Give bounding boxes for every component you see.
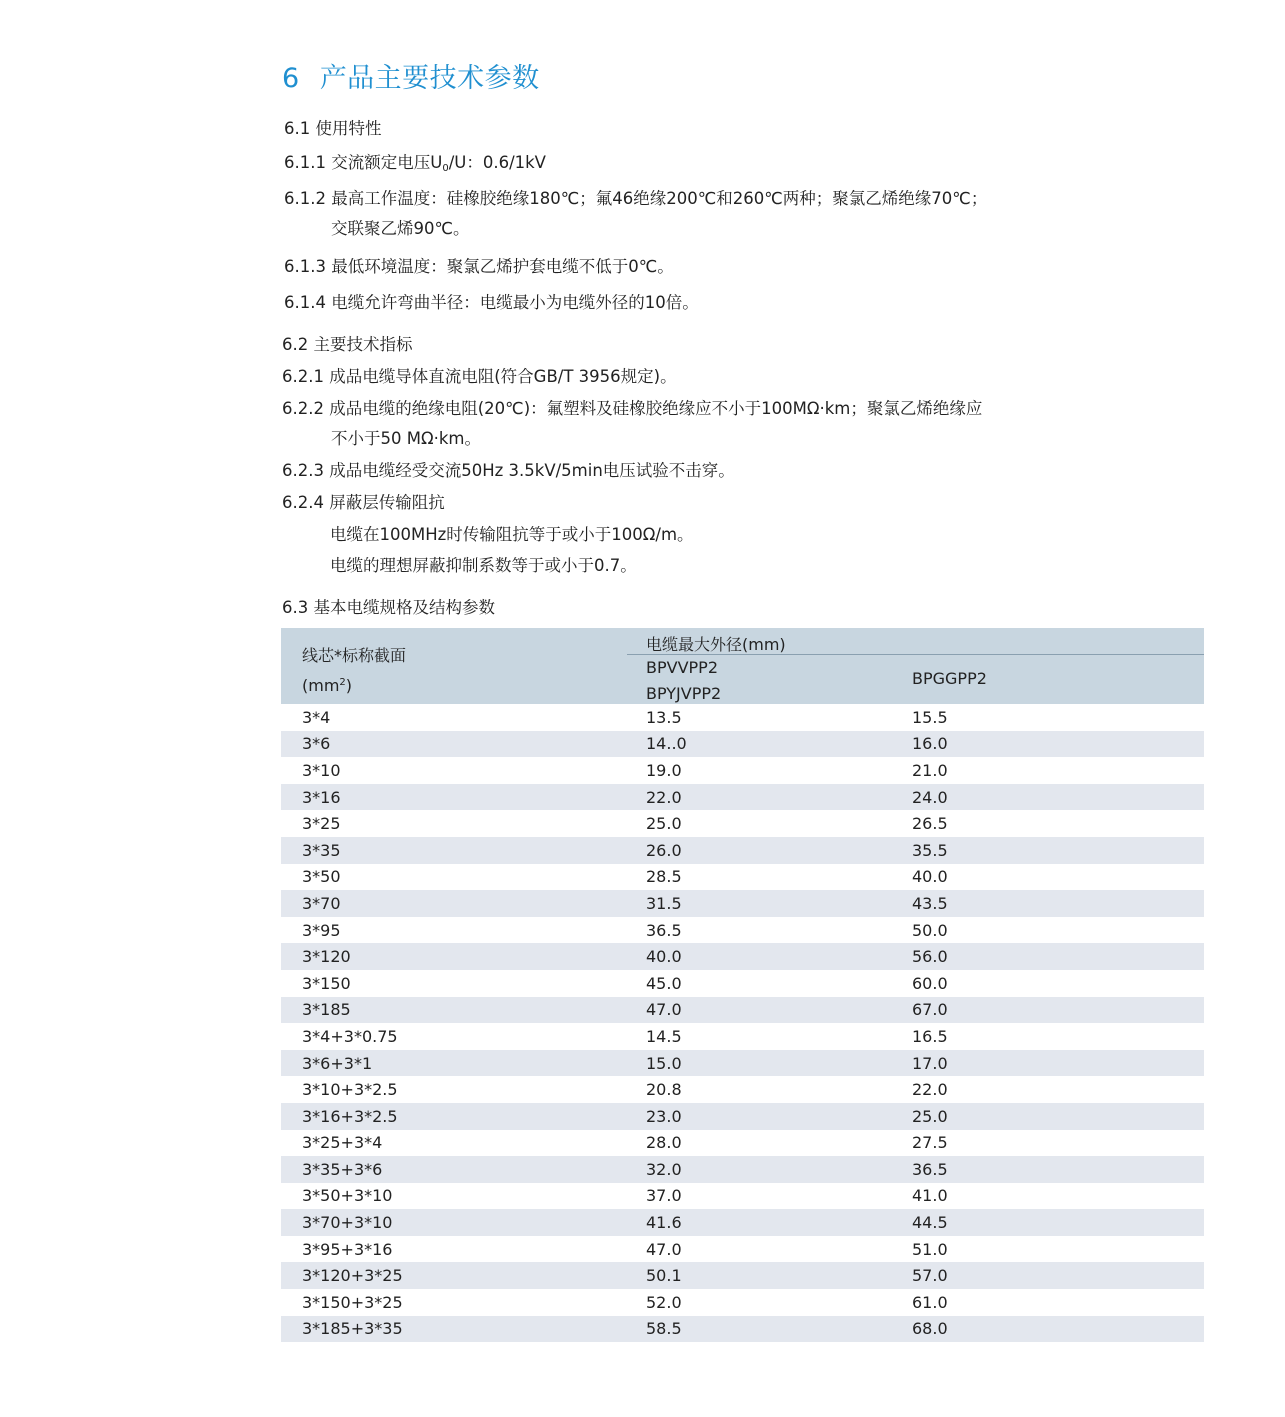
table-cell: 3*16+3*2.5 <box>302 1106 398 1126</box>
table-cell: 43.5 <box>912 893 948 913</box>
table-cell: 3*50 <box>302 867 341 887</box>
table-cell: 56.0 <box>912 947 948 967</box>
table-cell: 26.5 <box>912 814 948 834</box>
table-row <box>281 917 1204 944</box>
header-max-outer-diameter: 电缆最大外径(mm) <box>646 635 786 654</box>
table-cell: 25.0 <box>646 814 682 834</box>
table-cell: 28.0 <box>646 1133 682 1153</box>
table-cell: 3*16 <box>302 787 341 807</box>
table-row <box>281 810 1204 837</box>
item-6-1-2-line2: 交联聚乙烯90℃。 <box>331 219 470 238</box>
table-cell: 3*185 <box>302 1000 351 1020</box>
item-6-1-1: 6.1.1 交流额定电压$U_0/U$：0.6/1kV <box>284 153 546 174</box>
table-cell: 52.0 <box>646 1292 682 1312</box>
item-6-2-2-line1: 6.2.2 成品电缆的绝缘电阻(20℃)：氟塑料及硅橡胶绝缘应不小于100MΩ·km；聚氯乙烯绝缘应 <box>282 399 983 418</box>
table-cell: 3*50+3*10 <box>302 1186 393 1206</box>
table-cell: 44.5 <box>912 1213 948 1233</box>
table-cell: 28.5 <box>646 867 682 887</box>
header-bpvvpp2-bpyjvpp2: BPVVPP2 BPYJVPP2 <box>646 658 722 703</box>
section-title <box>282 56 540 95</box>
table-cell: 23.0 <box>646 1106 682 1126</box>
table-row <box>281 1262 1204 1289</box>
table-cell: 41.6 <box>646 1213 682 1233</box>
section-title-text: 产品主要技术参数 <box>319 63 540 94</box>
table-cell: 3*35 <box>302 840 341 860</box>
table-row <box>281 704 1204 731</box>
table-cell: 3*25 <box>302 814 341 834</box>
table-cell: 16.0 <box>912 734 948 754</box>
item-6-2-1: 6.2.1 成品电缆导体直流电阻(符合GB/T 3956规定)。 <box>282 367 677 386</box>
table-cell: 31.5 <box>646 893 682 913</box>
table-cell: 3*70 <box>302 893 341 913</box>
item-6-2-2-line2: 不小于50 MΩ·km。 <box>331 429 481 448</box>
table-row <box>281 1023 1204 1050</box>
table-row <box>281 997 1204 1024</box>
table-row <box>281 1209 1204 1236</box>
table-cell: 45.0 <box>646 973 682 993</box>
table-cell: 3*150+3*25 <box>302 1292 403 1312</box>
table-cell: 3*95+3*16 <box>302 1239 393 1259</box>
table-row <box>281 757 1204 784</box>
table-cell: 40.0 <box>912 867 948 887</box>
table-cell: 3*120 <box>302 947 351 967</box>
table-row <box>281 1130 1204 1157</box>
table-cell: 20.8 <box>646 1080 682 1100</box>
item-6-1-2-line1: 6.1.2 最高工作温度：硅橡胶绝缘180℃；氟46绝缘200℃和260℃两种；聚氯乙烯绝缘70℃； <box>284 189 988 208</box>
table-cell: 47.0 <box>646 1000 682 1020</box>
heading-6-2: 6.2 主要技术指标 <box>282 335 413 354</box>
table-cell: 60.0 <box>912 973 948 993</box>
table-cell: 25.0 <box>912 1106 948 1126</box>
table-cell: 3*120+3*25 <box>302 1266 403 1286</box>
table-row <box>281 1316 1204 1343</box>
table-cell: 3*6 <box>302 734 331 754</box>
table-cell: 3*4 <box>302 707 331 727</box>
table-cell: 3*10 <box>302 760 341 780</box>
table-cell: 22.0 <box>646 787 682 807</box>
table-row <box>281 943 1204 970</box>
table-cell: 21.0 <box>912 760 948 780</box>
table-cell: 3*95 <box>302 920 341 940</box>
table-cell: 41.0 <box>912 1186 948 1206</box>
table-cell: 3*10+3*2.5 <box>302 1080 398 1100</box>
table-cell: 67.0 <box>912 1000 948 1020</box>
table-cell: 3*6+3*1 <box>302 1053 373 1073</box>
table-cell: 27.5 <box>912 1133 948 1153</box>
table-cell: 17.0 <box>912 1053 948 1073</box>
table-cell: 26.0 <box>646 840 682 860</box>
table-cell: 19.0 <box>646 760 682 780</box>
table-row <box>281 784 1204 811</box>
table-cell: 14.5 <box>646 1026 682 1046</box>
item-6-1-4: 6.1.4 电缆允许弯曲半径：电缆最小为电缆外径的10倍。 <box>284 293 699 312</box>
table-row <box>281 1183 1204 1210</box>
table-cell: 61.0 <box>912 1292 948 1312</box>
table-cell: 50.0 <box>912 920 948 940</box>
table-cell: 3*185+3*35 <box>302 1319 403 1339</box>
cable-spec-table <box>281 628 1204 1342</box>
table-row <box>281 1236 1204 1263</box>
table-cell: 68.0 <box>912 1319 948 1339</box>
table-row <box>281 970 1204 997</box>
header-core-section: 线芯*标称截面 $(mm^2)$ <box>302 646 407 695</box>
table-cell: 16.5 <box>912 1026 948 1046</box>
table-cell: 57.0 <box>912 1266 948 1286</box>
table-row <box>281 1076 1204 1103</box>
table-row <box>281 864 1204 891</box>
table-cell: 36.5 <box>912 1159 948 1179</box>
section-number: 6 <box>282 63 300 94</box>
table-cell: 35.5 <box>912 840 948 860</box>
table-cell: 47.0 <box>646 1239 682 1259</box>
table-cell: 40.0 <box>646 947 682 967</box>
table-body <box>281 704 1204 1342</box>
table-cell: 3*150 <box>302 973 351 993</box>
table-row <box>281 731 1204 758</box>
table-row <box>281 1050 1204 1077</box>
table-cell: 51.0 <box>912 1239 948 1259</box>
table-cell: 13.5 <box>646 707 682 727</box>
table-row <box>281 1103 1204 1130</box>
table-cell: 14..0 <box>646 734 687 754</box>
table-cell: 37.0 <box>646 1186 682 1206</box>
table-cell: 3*25+3*4 <box>302 1133 383 1153</box>
table-row <box>281 1156 1204 1183</box>
table-cell: 32.0 <box>646 1159 682 1179</box>
table-header <box>281 628 1204 704</box>
heading-6-1: 6.1 使用特性 <box>284 119 382 138</box>
item-6-2-4-detail1: 电缆在100MHz时传输阻抗等于或小于100Ω/m。 <box>330 525 694 544</box>
item-6-1-3: 6.1.3 最低环境温度：聚氯乙烯护套电缆不低于0℃。 <box>284 257 674 276</box>
table-cell: 24.0 <box>912 787 948 807</box>
table-cell: 3*4+3*0.75 <box>302 1026 398 1046</box>
table-cell: 22.0 <box>912 1080 948 1100</box>
heading-6-3: 6.3 基本电缆规格及结构参数 <box>282 598 495 617</box>
table-cell: 15.5 <box>912 707 948 727</box>
item-6-2-4-detail2: 电缆的理想屏蔽抑制系数等于或小于0.7。 <box>330 556 637 575</box>
table-cell: 36.5 <box>646 920 682 940</box>
item-6-2-4: 6.2.4 屏蔽层传输阻抗 <box>282 493 445 512</box>
table-cell: 50.1 <box>646 1266 682 1286</box>
table-row <box>281 837 1204 864</box>
item-6-2-3: 6.2.3 成品电缆经受交流50Hz 3.5kV/5min电压试验不击穿。 <box>282 461 735 480</box>
table-cell: 15.0 <box>646 1053 682 1073</box>
table-row <box>281 890 1204 917</box>
table-cell: 3*70+3*10 <box>302 1213 393 1233</box>
table-cell: 58.5 <box>646 1319 682 1339</box>
header-bpggpp2: BPGGPP2 <box>912 669 987 688</box>
table-cell: 3*35+3*6 <box>302 1159 383 1179</box>
table-row <box>281 1289 1204 1316</box>
